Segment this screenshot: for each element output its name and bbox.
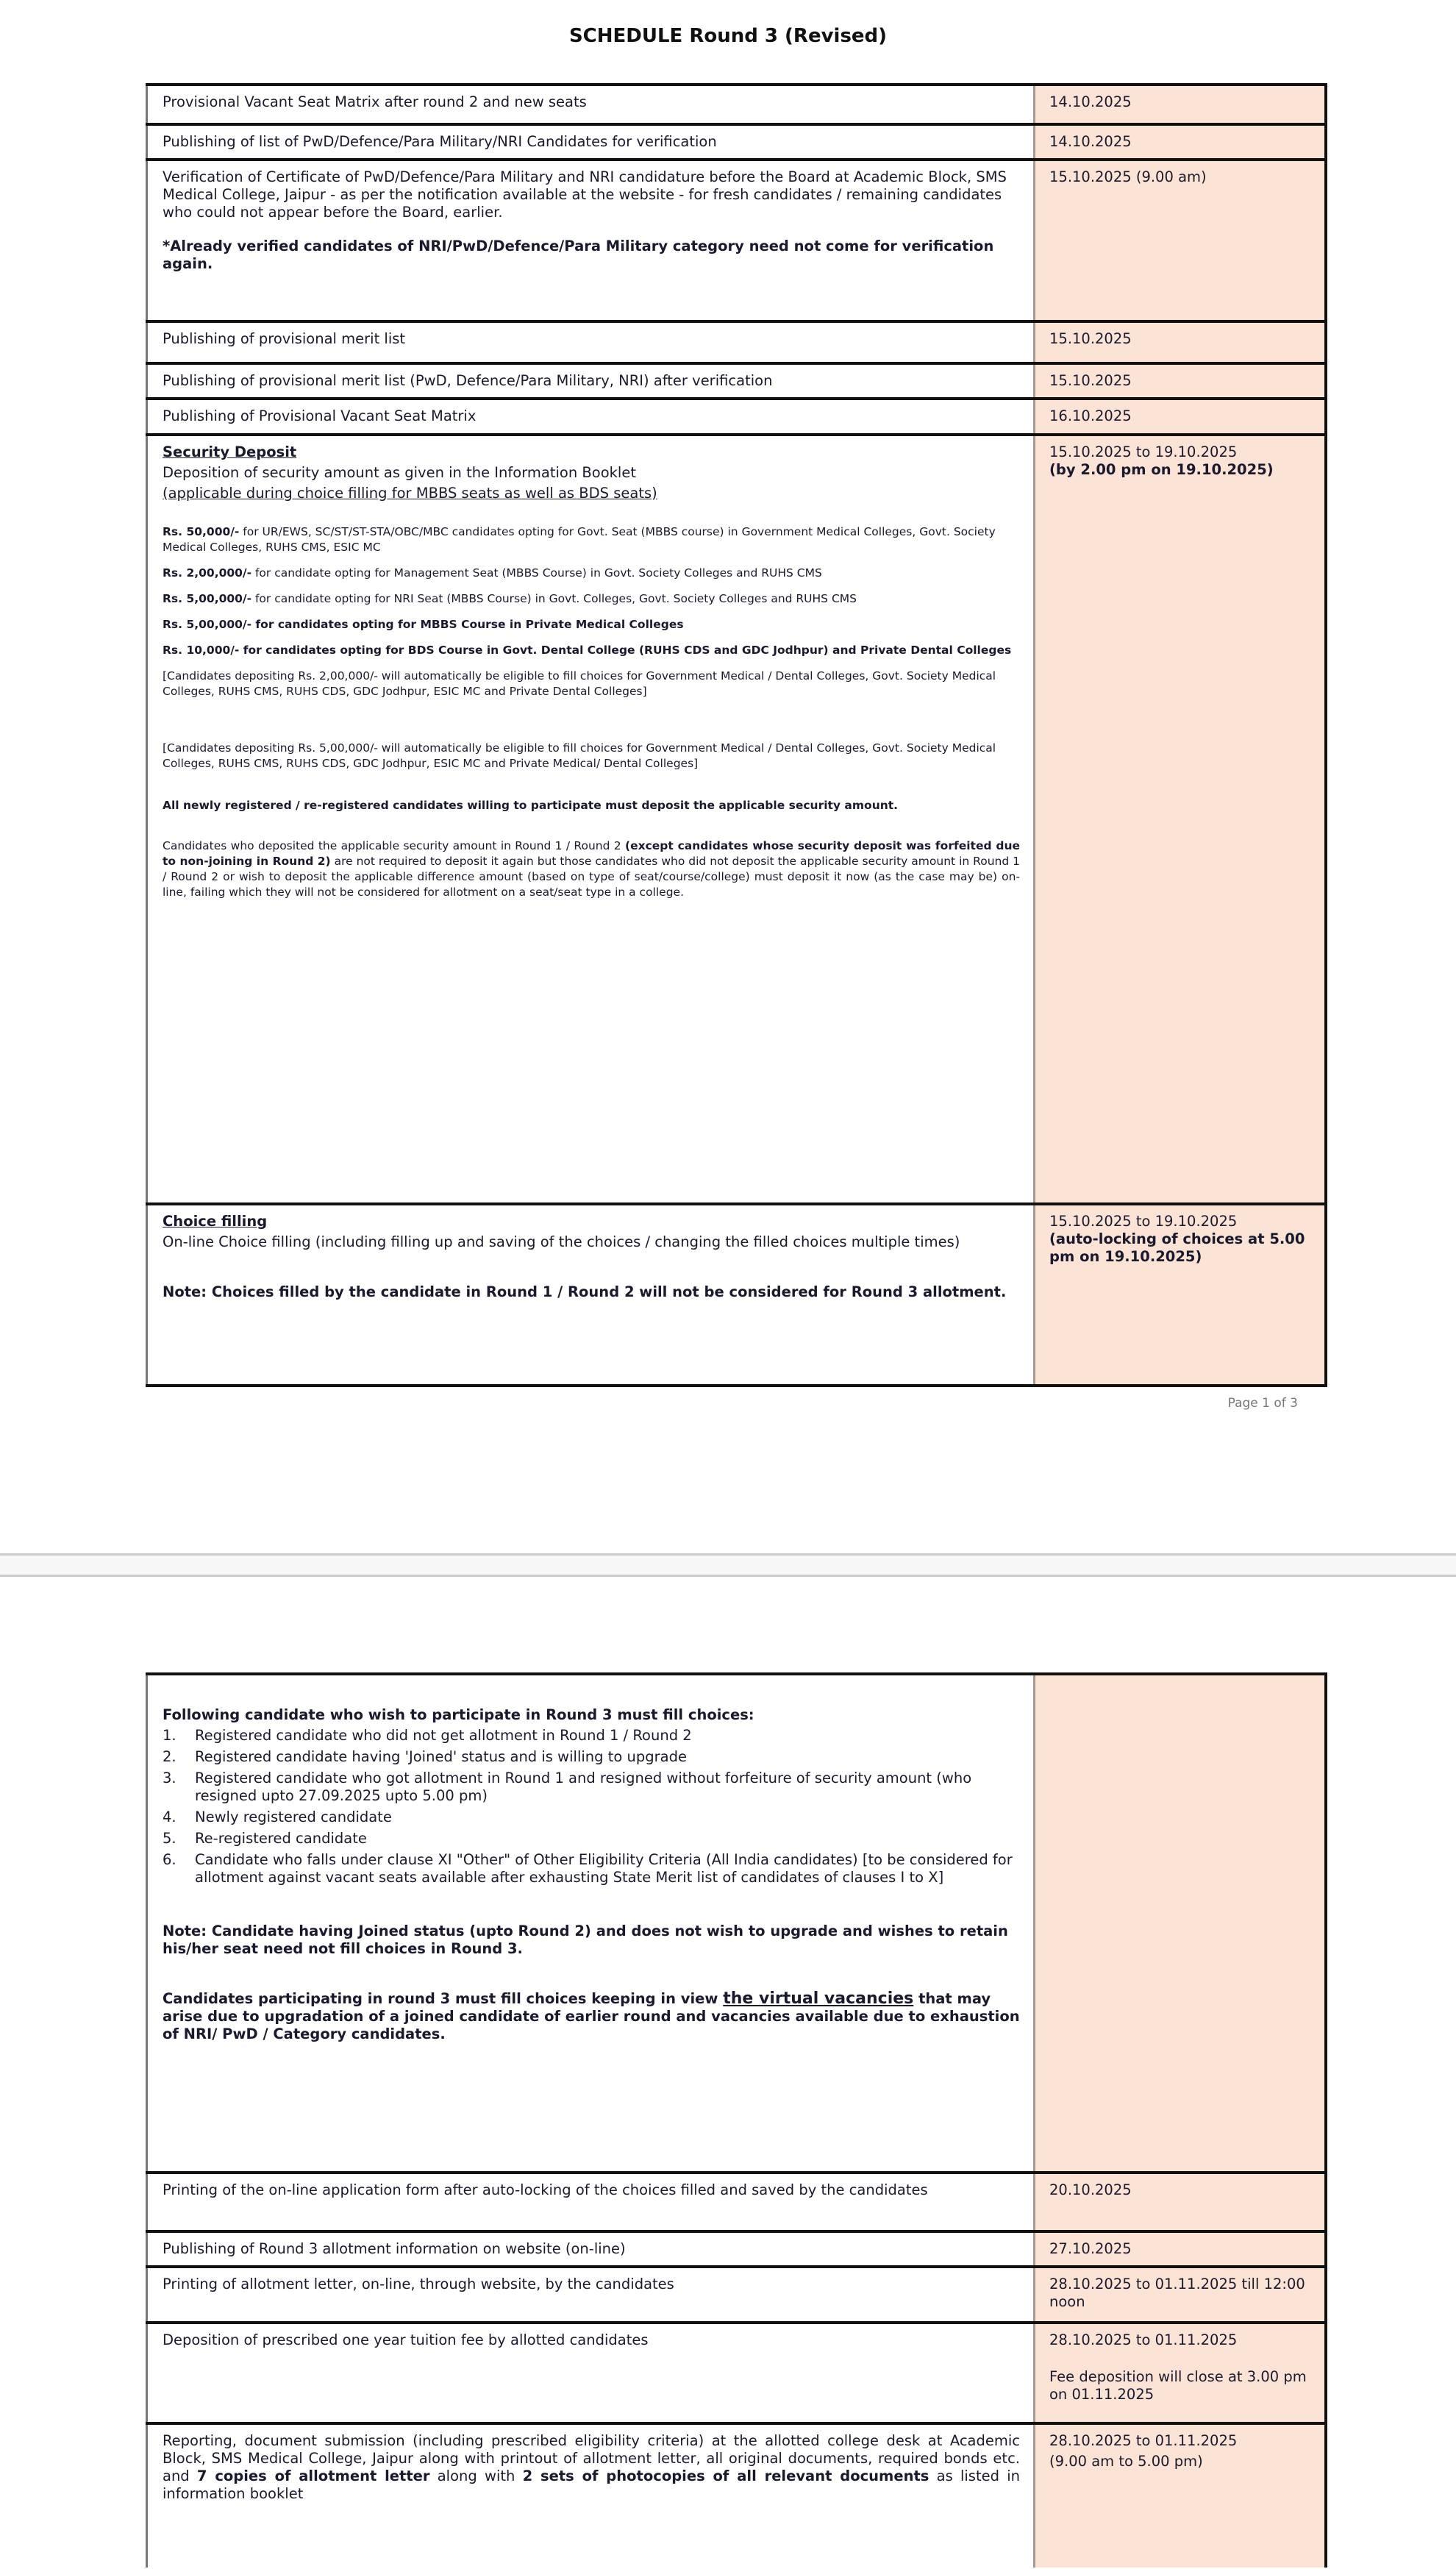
joined-status-note: Note: Candidate having Joined status (upto Round 2) and does not wish to upgrade and wishes to retain his/her seat need not fill choices in Round 3.: [163, 1923, 1008, 1957]
row-date: 14.10.2025: [1035, 85, 1327, 124]
row-description: Publishing of provisional merit list: [147, 321, 1035, 363]
row-date: 14.10.2025: [1035, 124, 1327, 160]
row-description: Publishing of provisional merit list (PwD, Defence/Para Military, NRI) after verification: [147, 363, 1035, 399]
security-deposit-applicability: (applicable during choice filling for MBBS seats as well as BDS seats): [163, 485, 657, 502]
row-date: 16.10.2025: [1035, 399, 1327, 435]
row-description: Publishing of Round 3 allotment information on website (on-line): [147, 2231, 1035, 2267]
security-deposit-line: Deposition of security amount as given in the Information Booklet: [163, 464, 636, 481]
schedule-table-page-2: [146, 1672, 1327, 2568]
row-date-note: (by 2.00 pm on 19.10.2025): [1049, 461, 1274, 478]
security-deposit-cell: [147, 435, 1035, 1204]
page-number-label: Page 1 of 3: [1227, 1396, 1298, 1411]
table-row: [147, 124, 1327, 160]
table-row: [147, 160, 1327, 321]
list-item: 6. Candidate who falls under clause XI "Other" of Other Eligibility Criteria (All India candidates) [to be considered for allotment against vacant seats available after exhausting State Merit list of candidates of clauses I to X]: [163, 1851, 1013, 1886]
table-row-eligibility: [147, 1674, 1327, 2173]
deposit-item: Rs. 2,00,000/- for candidate opting for Management Seat (MBBS Course) in Govt. Society Colleges and RUHS CMS: [163, 566, 822, 580]
list-item: 3. Registered candidate who got allotment in Round 1 and resigned without forfeiture of security amount (who resigned upto 27.09.2025 upto 5.00 pm): [163, 1770, 972, 1804]
document-title: SCHEDULE Round 3 (Revised): [568, 25, 888, 47]
row-description: Deposition of prescribed one year tuition fee by allotted candidates: [147, 2323, 1035, 2423]
choice-filling-heading: Choice filling: [163, 1213, 268, 1230]
row-date: 15.10.2025: [1035, 363, 1327, 399]
eligibility-list: [163, 1727, 1020, 1886]
row-description: Provisional Vacant Seat Matrix after round 2 and new seats: [147, 85, 1035, 124]
list-item: 1. Registered candidate who did not get allotment in Round 1 / Round 2: [163, 1727, 692, 1744]
row-date-note: (auto-locking of choices at 5.00 pm on 19.10.2025): [1049, 1230, 1305, 1265]
reporting-date-cell: [1035, 2423, 1327, 2568]
virtual-vacancies-term: the virtual vacancies: [723, 1989, 914, 2008]
list-item: 4. Newly registered candidate: [163, 1809, 392, 1825]
row-date: 15.10.2025 (9.00 am): [1035, 160, 1327, 321]
deposit-item: Rs. 10,000/- for candidates opting for BDS Course in Govt. Dental College (RUHS CDS and GDC Jodhpur) and Private Dental Colleges: [163, 644, 1012, 657]
row-date: 28.10.2025 to 01.11.2025: [1049, 2331, 1238, 2348]
row-description: Printing of allotment letter, on-line, through website, by the candidates: [147, 2267, 1035, 2323]
deposit-item: Rs. 50,000/- for UR/EWS, SC/ST/ST-STA/OBC/MBC candidates opting for Govt. Seat (MBBS course) in Government Medical Colleges, Govt. Society Medical Colleges, RUHS CMS, ESIC MC: [163, 525, 996, 554]
table-row-tuition: [147, 2323, 1327, 2423]
table-row: [147, 321, 1327, 363]
eligibility-cell: [147, 1674, 1035, 2173]
row-date-note: (9.00 am to 5.00 pm): [1049, 2453, 1203, 2470]
table-row: [147, 2231, 1327, 2267]
table-row: [147, 2173, 1327, 2231]
reporting-cell: Reporting, document submission (including prescribed eligibility criteria) at the allotted college desk at Academic Block, SMS Medical College, Jaipur along with printout of allotment letter, all original documents, required bonds etc. and 7 copies of allotment letter along with 2 sets of photocopies of all relevant documents as listed in information booklet: [147, 2423, 1035, 2568]
table-row-reporting: [147, 2423, 1327, 2568]
verification-cell: [147, 160, 1035, 321]
empty-date-cell: [1035, 1674, 1327, 2173]
choice-filling-text: On-line Choice filling (including filling up and saving of the choices / changing the filled choices multiple times): [163, 1233, 960, 1250]
existing-deposit-note: Candidates who deposited the applicable security amount in Round 1 / Round 2 (except candidates whose security deposit was forfeited due to non-joining in Round 2) are not required to deposit it again but those candidates who did not deposit the applicable security amount in Round 1 / Round 2 or wish to deposit the applicable difference amount (based on type of seat/course/college) must deposit it now (as the case may be) on-line, failing which they will not be considered for allotment on a seat/seat type in a college.: [163, 839, 1021, 899]
choice-filling-date-cell: [1035, 1204, 1327, 1386]
list-item: 2. Registered candidate having 'Joined' status and is willing to upgrade: [163, 1748, 687, 1765]
eligibility-bracket-note: [Candidates depositing Rs. 5,00,000/- will automatically be eligible to fill choices for Government Medical / Dental Colleges, Govt. Society Medical Colleges, RUHS CMS, RUHS CDS, GDC Jodhpur, ESIC MC and Private Medical/ Dental Colleges]: [163, 741, 996, 770]
virtual-vacancies-note: Candidates participating in round 3 must fill choices keeping in view the virtual vacancies that may arise due to upgradation of a joined candidate of earlier round and vacancies available due to exhaustion of NRI/ PwD / Category candidates.: [163, 1989, 1020, 2042]
deposit-item: Rs. 5,00,000/- for candidate opting for NRI Seat (MBBS Course) in Govt. Colleges, Govt. Society Colleges and RUHS CMS: [163, 592, 857, 605]
row-date-note: Fee deposition will close at 3.00 pm on 01.11.2025: [1049, 2368, 1307, 2403]
table-row: [147, 399, 1327, 435]
row-date: 28.10.2025 to 01.11.2025: [1049, 2432, 1238, 2449]
eligibility-bracket-note: [Candidates depositing Rs. 2,00,000/- will automatically be eligible to fill choices for Government Medical / Dental Colleges, Govt. Society Medical Colleges, RUHS CMS, RUHS CDS, GDC Jodhpur, ESIC MC and Private Dental Colleges]: [163, 669, 996, 698]
row-date: 20.10.2025: [1035, 2173, 1327, 2231]
row-date: 15.10.2025 to 19.10.2025: [1049, 443, 1238, 460]
list-item: 5. Re-registered candidate: [163, 1830, 367, 1847]
row-description: Publishing of Provisional Vacant Seat Matrix: [147, 399, 1035, 435]
row-description: Verification of Certificate of PwD/Defence/Para Military and NRI candidature before the Board at Academic Block, SMS Medical College, Jaipur - as per the notification available at the website - for fresh candidates / remaining candidates who could not appear before the Board, earlier.: [163, 168, 1007, 221]
eligibility-heading: Following candidate who wish to participate in Round 3 must fill choices:: [163, 1706, 754, 1723]
table-row: [147, 85, 1327, 124]
row-description: Publishing of list of PwD/Defence/Para Military/NRI Candidates for verification: [147, 124, 1035, 160]
row-date: 28.10.2025 to 01.11.2025 till 12:00 noon: [1035, 2267, 1327, 2323]
table-row-security-deposit: [147, 435, 1327, 1204]
security-deposit-date-cell: [1035, 435, 1327, 1204]
table-row: [147, 363, 1327, 399]
choice-filling-note: Note: Choices filled by the candidate in Round 1 / Round 2 will not be considered for Round 3 allotment.: [163, 1283, 1007, 1300]
row-date: 27.10.2025: [1035, 2231, 1327, 2267]
table-row: [147, 2267, 1327, 2323]
deposit-item: Rs. 5,00,000/- for candidates opting for MBBS Course in Private Medical Colleges: [163, 618, 684, 631]
page-separator: [0, 1553, 1456, 1577]
table-row-choice-filling: [147, 1204, 1327, 1386]
row-description: Printing of the on-line application form after auto-locking of the choices filled and saved by the candidates: [147, 2173, 1035, 2231]
row-date: 15.10.2025 to 19.10.2025: [1049, 1213, 1238, 1230]
security-deposit-heading: Security Deposit: [163, 443, 297, 460]
row-date: 15.10.2025: [1035, 321, 1327, 363]
must-deposit-note: All newly registered / re-registered candidates willing to participate must deposit the applicable security amount.: [163, 799, 899, 812]
choice-filling-cell: [147, 1204, 1035, 1386]
schedule-table-page-1: [146, 83, 1327, 1387]
tuition-date-cell: [1035, 2323, 1327, 2423]
verification-note: *Already verified candidates of NRI/PwD/Defence/Para Military category need not come for verification again.: [163, 238, 994, 272]
